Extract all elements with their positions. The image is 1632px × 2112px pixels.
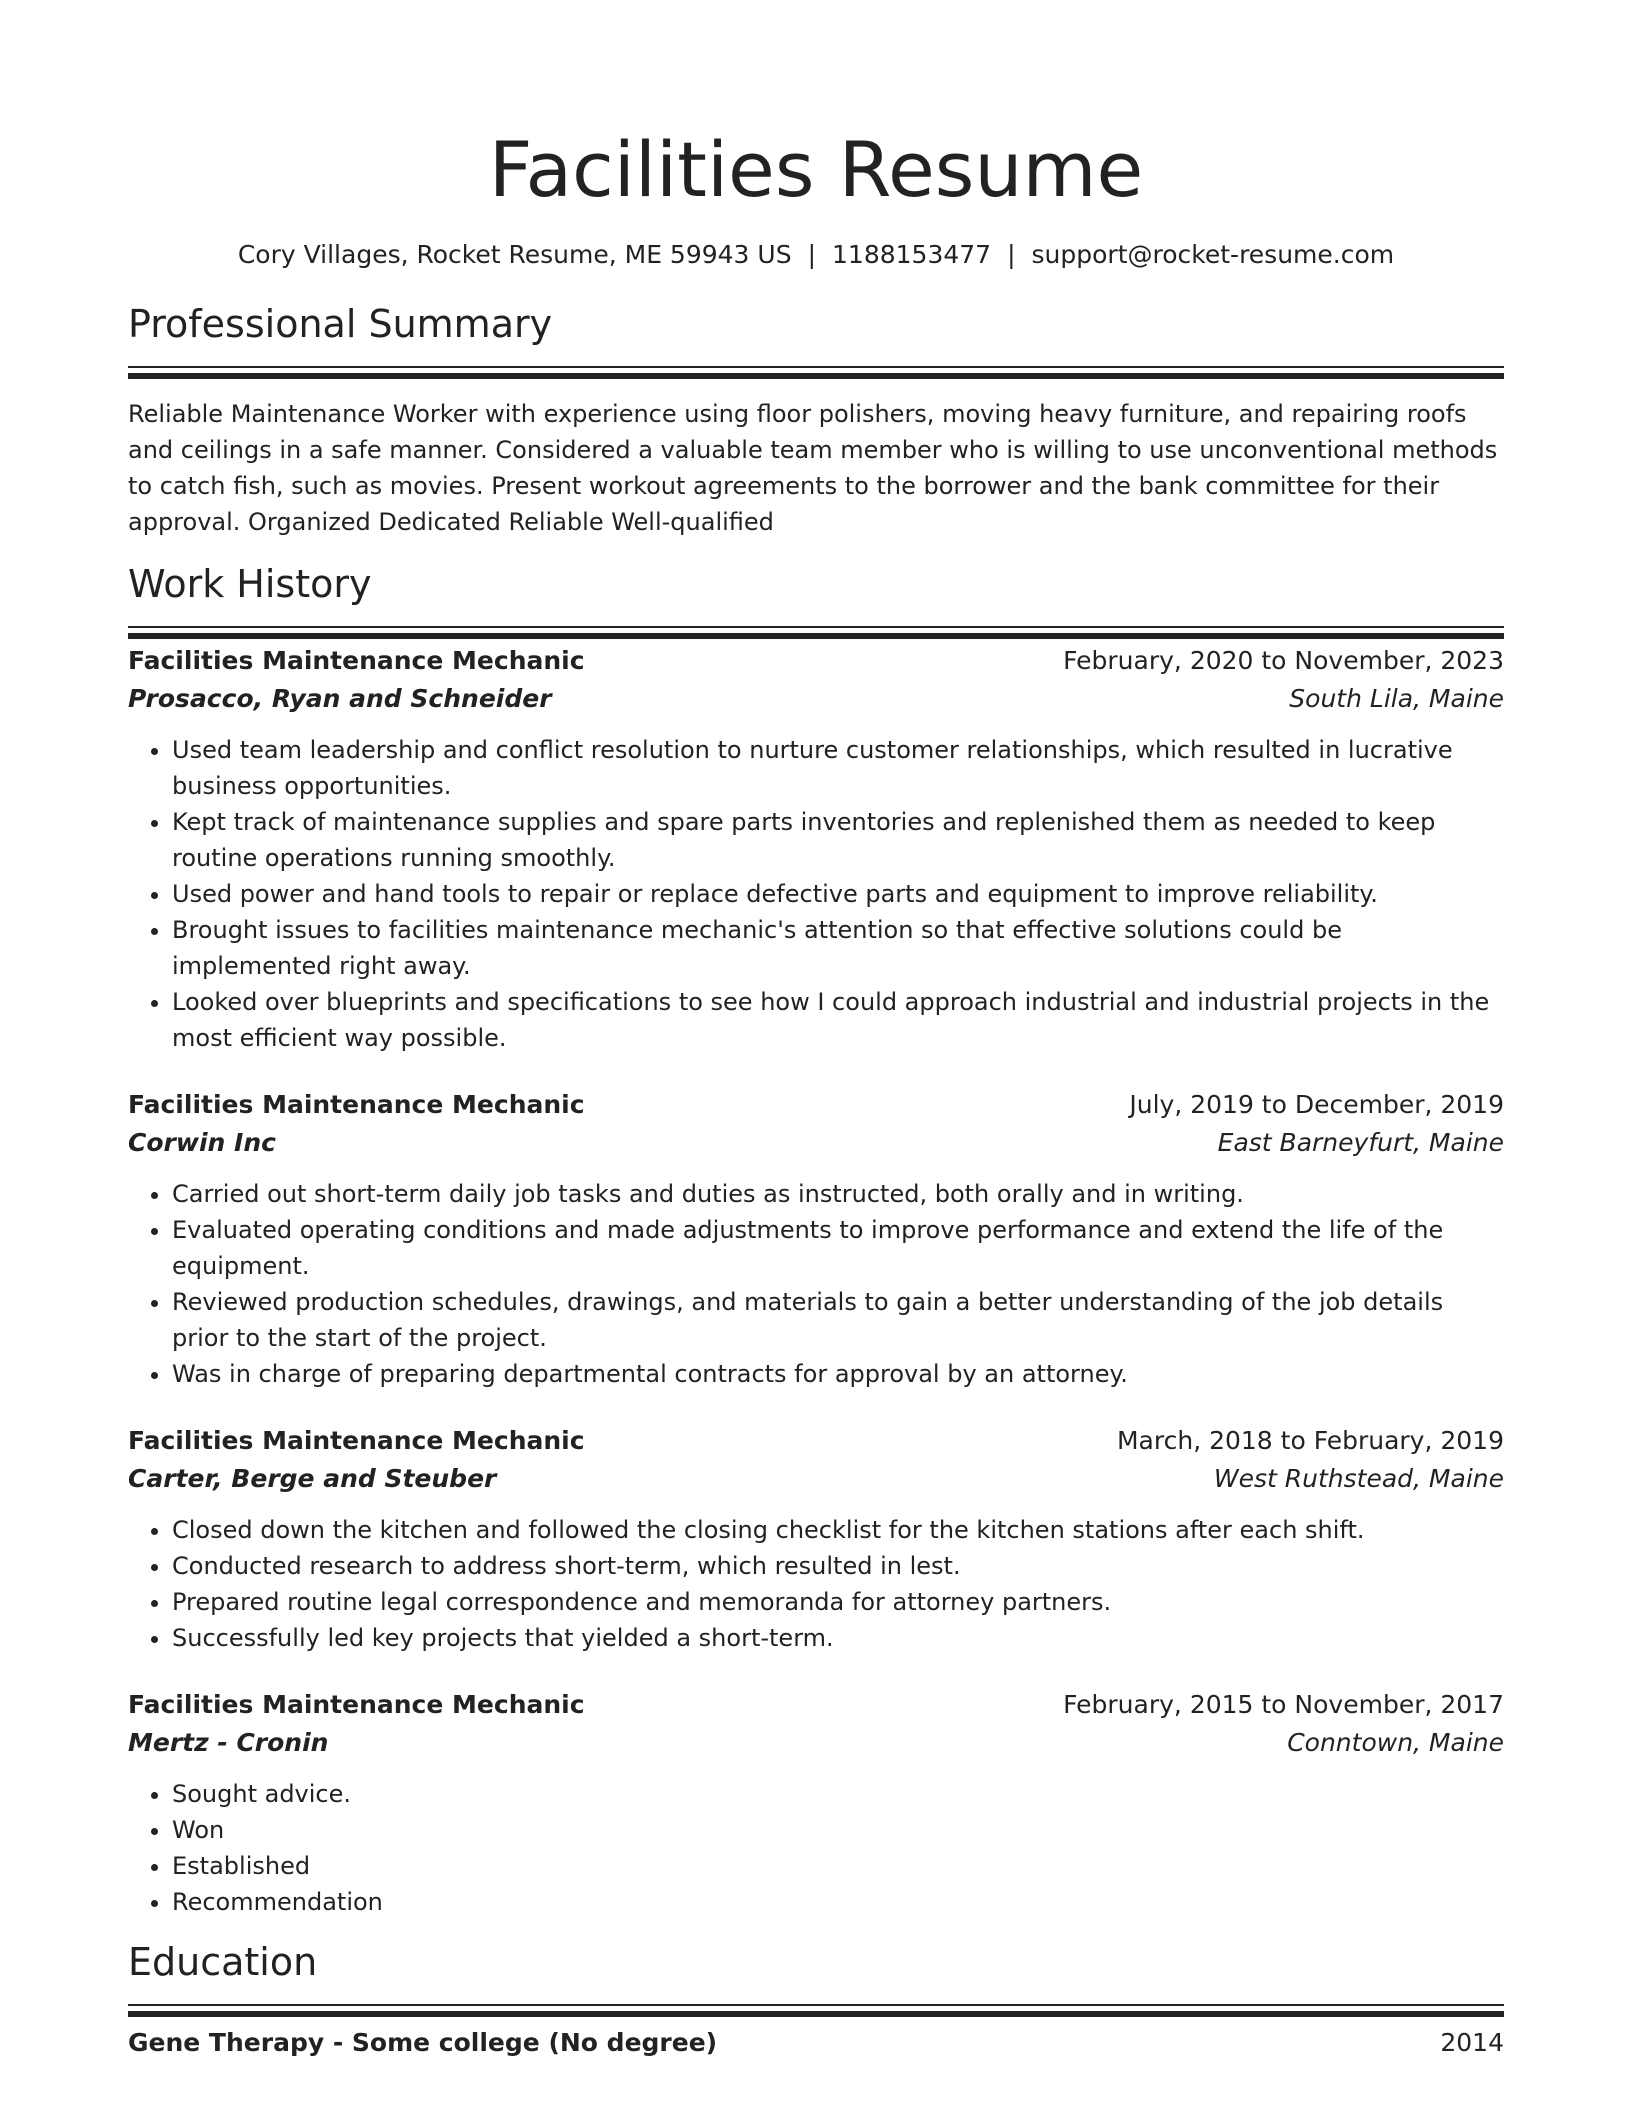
professional-summary-section [128,300,1504,540]
resume-content [128,0,1504,2062]
job-bullets [128,1176,1504,1392]
education-entry [128,2024,1504,2062]
job-header-row [128,1086,1504,1124]
job-bullet: • Used team leadership and conflict resolution to nurture customer relationships, which resulted in lucrative business opportunities. [172,732,1504,804]
job-location: West Ruthstead, Maine [1213,1464,1504,1493]
job-header-row [128,1686,1504,1724]
job-company: Carter, Berge and Steuber [128,1464,497,1493]
job-location: East Barneyfurt, Maine [1217,1128,1504,1157]
contact-separator: | [1007,240,1016,269]
education-section [128,1938,1504,2062]
job-bullet: • Recommendation [172,1884,1504,1920]
job-bullet: • Prepared routine legal correspondence and memoranda for attorney partners. [172,1584,1504,1620]
job-company-row [128,1124,1504,1162]
job-company-row [128,680,1504,718]
job-bullets [128,732,1504,1056]
job-company-row [128,1724,1504,1762]
job-title: Facilities Maintenance Mechanic [128,1090,585,1119]
section-title-summary: Professional Summary [128,302,553,346]
section-title-work: Work History [128,562,372,606]
job-bullet: • Evaluated operating conditions and made adjustments to improve performance and extend the life of the equipment. [172,1212,1504,1284]
job-entry [128,1086,1504,1392]
job-header-row [128,1422,1504,1460]
job-bullet: • Looked over blueprints and specifications to see how I could approach industrial and industrial projects in the most efficient way possible. [172,984,1504,1056]
job-dates: February, 2015 to November, 2017 [1063,1690,1504,1719]
job-location: South Lila, Maine [1289,684,1504,713]
job-bullets [128,1512,1504,1656]
job-dates: March, 2018 to February, 2019 [1116,1426,1504,1455]
job-entry [128,642,1504,1056]
education-year: 2014 [1440,2028,1504,2057]
resume-name: Facilities Resume [488,125,1144,214]
job-bullet: • Brought issues to facilities maintenance mechanic's attention so that effective solutions could be implemented right away. [172,912,1504,984]
job-bullet: • Carried out short-term daily job tasks and duties as instructed, both orally and in writing. [172,1176,1504,1212]
contact-line [128,238,1504,272]
job-bullet: • Used power and hand tools to repair or replace defective parts and equipment to improve reliability. [172,876,1504,912]
job-company: Corwin Inc [128,1128,276,1157]
job-bullet: • Conducted research to address short-term, which resulted in lest. [172,1548,1504,1584]
job-bullet: • Successfully led key projects that yielded a short-term. [172,1620,1504,1656]
job-bullet: • Reviewed production schedules, drawings, and materials to gain a better understanding of the job details prior to the start of the project. [172,1284,1504,1356]
contact-email: support@rocket-resume.com [1031,240,1395,269]
contact-phone: 1188153477 [832,240,992,269]
job-bullet: • Kept track of maintenance supplies and spare parts inventories and replenished them as needed to keep routine operations running smoothly. [172,804,1504,876]
job-location: Conntown, Maine [1287,1728,1504,1757]
job-title: Facilities Maintenance Mechanic [128,646,585,675]
section-divider [128,626,1504,628]
job-bullet: • Established [172,1848,1504,1884]
job-company: Prosacco, Ryan and Schneider [128,684,552,713]
job-dates: February, 2020 to November, 2023 [1063,646,1504,675]
job-entry [128,1422,1504,1656]
job-bullet: • Sought advice. [172,1776,1504,1812]
contact-separator: | [807,240,817,269]
job-bullet: • Was in charge of preparing departmental contracts for approval by an attorney. [172,1356,1504,1392]
section-divider [128,2004,1504,2006]
contact-address: Cory Villages, Rocket Resume, ME 59943 US [237,240,792,269]
job-company-row [128,1460,1504,1498]
section-title-education: Education [128,1940,318,1984]
job-company: Mertz - Cronin [128,1728,329,1757]
job-bullet: • Closed down the kitchen and followed the closing checklist for the kitchen stations after each shift. [172,1512,1504,1548]
job-title: Facilities Maintenance Mechanic [128,1690,585,1719]
education-degree: Gene Therapy - Some college (No degree) [128,2028,718,2057]
job-entry [128,1686,1504,1920]
job-title: Facilities Maintenance Mechanic [128,1426,585,1455]
job-bullets [128,1776,1504,1920]
work-history-section [128,560,1504,1920]
job-bullet: • Won [172,1812,1504,1848]
job-dates: July, 2019 to December, 2019 [1129,1090,1504,1119]
section-divider [128,366,1504,368]
summary-text: Reliable Maintenance Worker with experience using floor polishers, moving heavy furniture, and repairing roofs and ceilings in a safe manner. Considered a valuable team member who is willing to use unconventional methods to catch fish, such as movies. Present workout agreements to the borrower and the bank committee for their approval. Organized Dedicated Reliable Well-qualified [128,400,1498,536]
job-header-row [128,642,1504,680]
